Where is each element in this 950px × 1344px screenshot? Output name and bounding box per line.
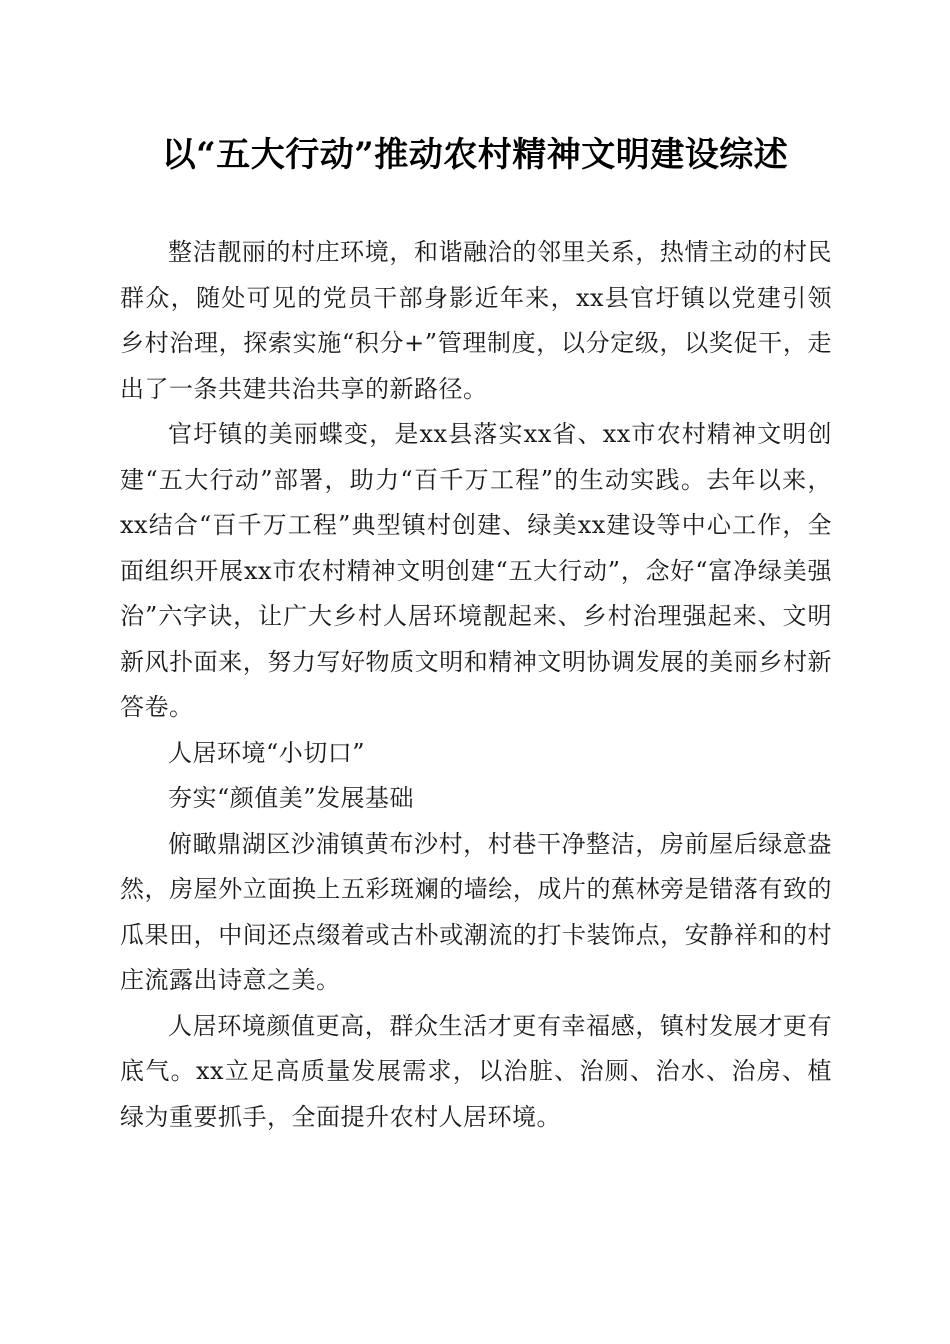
section-heading-line-2: 夯实“颜值美”发展基础 (168, 784, 415, 812)
paragraph-intro: 整洁靓丽的村庄环境，和谐融洽的邻里关系，热情主动的村民群众，随处可见的党员干部身影近年来，xx县官圩镇以党建引领乡村治理，探索实施“积分+”管理制度，以分定级，以奖促干，走出了一条共建共治共享的新路径。 (120, 238, 832, 403)
paragraph-village-scene: 俯瞰鼎湖区沙浦镇黄布沙村，村巷干净整洁，房前屋后绿意盎然，房屋外立面换上五彩斑斓的墙绘，成片的蕉林旁是错落有致的瓜果田，中间还点缀着或古朴或潮流的打卡装饰点，安静祥和的村庄流露出诗意之美。 (120, 829, 832, 994)
document-body (120, 230, 832, 1140)
section-heading-line-1: 人居环境“小切口” (168, 738, 366, 767)
document-title: 以“五大行动”推动农村精神文明建设综述 (161, 135, 789, 175)
paragraph-environment: 人居环境颜值更高，群众生活才更有幸福感，镇村发展才更有底气。xx立足高质量发展需求，以治脏、治厕、治水、治房、植绿为重要抓手，全面提升农村人居环境。 (120, 1011, 832, 1131)
paragraph-background: 官圩镇的美丽蝶变，是xx县落实xx省、xx市农村精神文明创建“五大行动”部署，助力“百千万工程”的生动实践。去年以来，xx结合“百千万工程”典型镇村创建、绿美xx建设等中心工作，全面组织开展xx市农村精神文明创建“五大行动”，念好“富净绿美强治”六字诀，让广大乡村人居环境靓起来、乡村治理强起来、文明新风扑面来，努力写好物质文明和精神文明协调发展的美丽乡村新答卷。 (120, 420, 832, 721)
